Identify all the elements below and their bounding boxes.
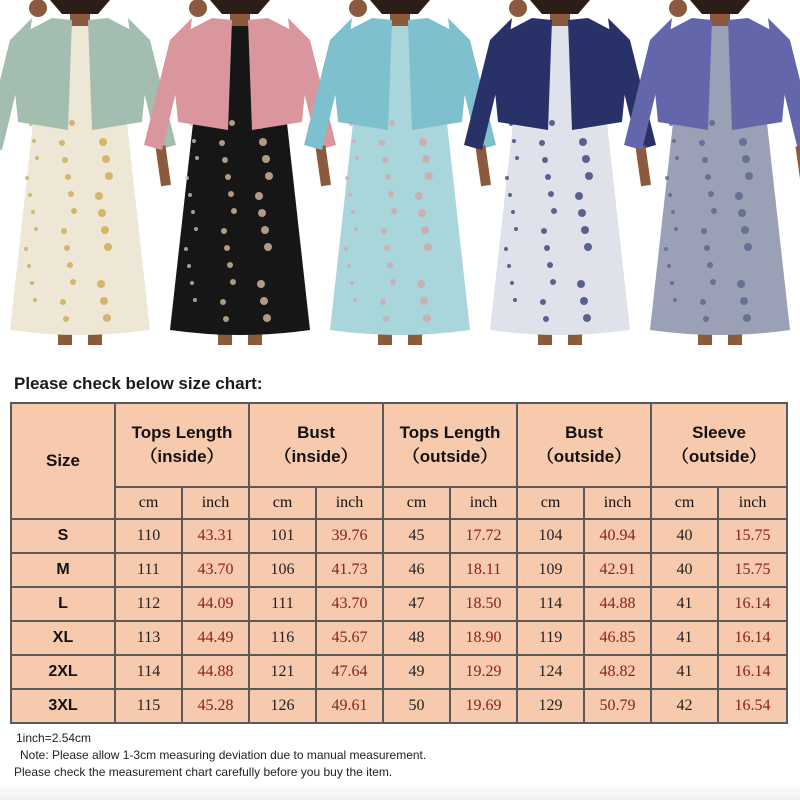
dress-print-dot bbox=[665, 176, 669, 180]
deviation-note: Note: Please allow 1-3cm measuring deviation due to manual measurement. bbox=[20, 748, 427, 762]
cm-value-cell: 112 bbox=[115, 587, 182, 621]
inch-value-cell: 16.14 bbox=[718, 621, 787, 655]
dress-print-dot bbox=[193, 298, 197, 302]
inch-value-cell: 40.94 bbox=[584, 519, 651, 553]
dress-print-dot bbox=[513, 298, 517, 302]
dress-print-dot bbox=[230, 279, 236, 285]
inch-value-cell: 45.28 bbox=[182, 689, 249, 723]
dress-print-dot bbox=[24, 247, 28, 251]
group-header-bust-outside bbox=[517, 403, 651, 487]
dress-print-dot bbox=[710, 279, 716, 285]
unit-header-cm: cm bbox=[651, 487, 718, 519]
cm-value-cell: 119 bbox=[517, 621, 584, 655]
dress-print-dot bbox=[100, 297, 108, 305]
dress-print-dot bbox=[187, 264, 191, 268]
cm-value-cell: 129 bbox=[517, 689, 584, 723]
dress-print-dot bbox=[511, 210, 515, 214]
dress-print-dot bbox=[514, 227, 518, 231]
dress-print-dot bbox=[265, 172, 273, 180]
size-label-cell: L bbox=[11, 587, 115, 621]
dress-print-dot bbox=[390, 279, 396, 285]
dress-print-dot bbox=[424, 243, 432, 251]
dress-print-dot bbox=[421, 226, 429, 234]
dress-print-dot bbox=[672, 139, 676, 143]
cm-value-cell: 49 bbox=[383, 655, 450, 689]
dress-print-dot bbox=[711, 208, 717, 214]
dress-print-dot bbox=[743, 314, 751, 322]
dress-print-dot bbox=[258, 209, 266, 217]
inch-value-cell: 39.76 bbox=[316, 519, 383, 553]
dress-print-dot bbox=[65, 174, 71, 180]
dress-print-dot bbox=[104, 243, 112, 251]
group-header-line1: Sleeve bbox=[692, 423, 746, 442]
dress-print-dot bbox=[260, 297, 268, 305]
dress-print-dot bbox=[702, 157, 708, 163]
inch-value-cell: 16.14 bbox=[718, 587, 787, 621]
group-header-line2: （outside） bbox=[536, 447, 632, 466]
unit-header-inch: inch bbox=[450, 487, 517, 519]
dress-print-dot bbox=[354, 227, 358, 231]
dress-print-dot bbox=[190, 281, 194, 285]
dress-print-dot bbox=[59, 140, 65, 146]
dress-print-dot bbox=[671, 210, 675, 214]
dress-print-dot bbox=[31, 210, 35, 214]
dress-print-dot bbox=[25, 176, 29, 180]
dress-print-dot bbox=[583, 314, 591, 322]
dress-print-dot bbox=[223, 316, 229, 322]
dress-print-dot bbox=[68, 191, 74, 197]
inch-value-cell: 50.79 bbox=[584, 689, 651, 723]
cm-value-cell: 41 bbox=[651, 621, 718, 655]
cm-value-cell: 116 bbox=[249, 621, 316, 655]
size-row bbox=[11, 655, 787, 689]
size-row bbox=[11, 689, 787, 723]
dress-print-dot bbox=[33, 298, 37, 302]
inch-value-cell: 49.61 bbox=[316, 689, 383, 723]
dress-print-dot bbox=[63, 316, 69, 322]
dress-print-dot bbox=[422, 155, 430, 163]
dress-print-dot bbox=[385, 174, 391, 180]
cm-value-cell: 48 bbox=[383, 621, 450, 655]
dress-print-dot bbox=[540, 299, 546, 305]
unit-header-inch: inch bbox=[584, 487, 651, 519]
dress-print-dot bbox=[264, 243, 272, 251]
cm-value-cell: 111 bbox=[249, 587, 316, 621]
group-header-line1: Tops Length bbox=[399, 423, 501, 442]
dress-print-dot bbox=[259, 138, 267, 146]
cm-value-cell: 111 bbox=[115, 553, 182, 587]
dress-print-dot bbox=[262, 155, 270, 163]
dress-print-dot bbox=[383, 316, 389, 322]
dress-print-dot bbox=[737, 280, 745, 288]
dress-print-dot bbox=[191, 210, 195, 214]
size-label-cell: M bbox=[11, 553, 115, 587]
group-header-tops-length-outside bbox=[383, 403, 517, 487]
group-header-line2: （outside） bbox=[671, 447, 767, 466]
dress-print-dot bbox=[382, 157, 388, 163]
cm-value-cell: 113 bbox=[115, 621, 182, 655]
dress-print-dot bbox=[194, 227, 198, 231]
group-header-line2: （inside） bbox=[140, 447, 224, 466]
inch-value-cell: 17.72 bbox=[450, 519, 517, 553]
dress-print-dot bbox=[738, 209, 746, 217]
dress-print-dot bbox=[225, 174, 231, 180]
check-note: Please check the measurement chart carefully before you buy the item. bbox=[14, 765, 393, 779]
unit-header-inch: inch bbox=[316, 487, 383, 519]
inch-value-cell: 48.82 bbox=[584, 655, 651, 689]
cm-value-cell: 110 bbox=[115, 519, 182, 553]
dress-print-dot bbox=[505, 176, 509, 180]
cm-value-cell: 45 bbox=[383, 519, 450, 553]
dress-print-dot bbox=[384, 245, 390, 251]
dress-print-dot bbox=[97, 280, 105, 288]
dress-print-dot bbox=[351, 210, 355, 214]
dress-print-dot bbox=[701, 228, 707, 234]
dress-print-dot bbox=[674, 227, 678, 231]
dress-print-dot bbox=[708, 191, 714, 197]
group-header-tops-length-inside bbox=[115, 403, 249, 487]
inch-value-cell: 43.70 bbox=[182, 553, 249, 587]
dress-print-dot bbox=[703, 316, 709, 322]
dress-print-dot bbox=[423, 314, 431, 322]
dress-print-dot bbox=[220, 299, 226, 305]
dress-print-dot bbox=[227, 262, 233, 268]
dress-print-dot bbox=[30, 281, 34, 285]
dress-print-dot bbox=[64, 245, 70, 251]
dress-print-dot bbox=[257, 280, 265, 288]
dress-print-dot bbox=[668, 193, 672, 197]
dress-print-dot bbox=[543, 316, 549, 322]
dress-print-dot bbox=[739, 138, 747, 146]
dress-print-dot bbox=[664, 247, 668, 251]
product-photos-svg bbox=[0, 0, 800, 345]
unit-header-cm: cm bbox=[383, 487, 450, 519]
dress-print-dot bbox=[515, 156, 519, 160]
dress-print-dot bbox=[60, 299, 66, 305]
dress-print-dot bbox=[542, 157, 548, 163]
group-header-sleeve-outside bbox=[651, 403, 787, 487]
size-row bbox=[11, 519, 787, 553]
size-row bbox=[11, 553, 787, 587]
inch-value-cell: 15.75 bbox=[718, 553, 787, 587]
dress-print-dot bbox=[353, 298, 357, 302]
unit-header-cm: cm bbox=[115, 487, 182, 519]
cm-value-cell: 104 bbox=[517, 519, 584, 553]
dress-print-dot bbox=[219, 140, 225, 146]
dress-print-dot bbox=[744, 243, 752, 251]
inch-value-cell: 43.70 bbox=[316, 587, 383, 621]
unit-header-cm: cm bbox=[249, 487, 316, 519]
cm-value-cell: 40 bbox=[651, 553, 718, 587]
size-chart-body bbox=[11, 519, 787, 723]
cm-value-cell: 41 bbox=[651, 655, 718, 689]
inch-value-cell: 44.88 bbox=[584, 587, 651, 621]
group-header-bust-inside bbox=[249, 403, 383, 487]
size-label-cell: 2XL bbox=[11, 655, 115, 689]
dress-print-dot bbox=[735, 192, 743, 200]
dress-print-dot bbox=[512, 139, 516, 143]
dress-print-dot bbox=[741, 226, 749, 234]
inch-value-cell: 46.85 bbox=[584, 621, 651, 655]
dress-print-dot bbox=[261, 226, 269, 234]
dress-print-dot bbox=[549, 120, 555, 126]
dress-print-dot bbox=[28, 193, 32, 197]
cm-value-cell: 115 bbox=[115, 689, 182, 723]
inch-value-cell: 44.88 bbox=[182, 655, 249, 689]
dress-print-dot bbox=[742, 155, 750, 163]
size-label-cell: S bbox=[11, 519, 115, 553]
dress-print-dot bbox=[355, 156, 359, 160]
group-header-line2: （inside） bbox=[274, 447, 358, 466]
inch-value-cell: 42.91 bbox=[584, 553, 651, 587]
dress-print-dot bbox=[344, 247, 348, 251]
dress-print-dot bbox=[195, 156, 199, 160]
cm-value-cell: 114 bbox=[517, 587, 584, 621]
inch-value-cell: 16.54 bbox=[718, 689, 787, 723]
dress-print-dot bbox=[228, 191, 234, 197]
dress-print-dot bbox=[379, 140, 385, 146]
dress-print-dot bbox=[541, 228, 547, 234]
dress-print-dot bbox=[709, 120, 715, 126]
dress-print-dot bbox=[380, 299, 386, 305]
inch-value-cell: 18.90 bbox=[450, 621, 517, 655]
size-row bbox=[11, 587, 787, 621]
inch-value-cell: 41.73 bbox=[316, 553, 383, 587]
size-label-cell: XL bbox=[11, 621, 115, 655]
dress-print-dot bbox=[27, 264, 31, 268]
dress-print-dot bbox=[71, 208, 77, 214]
size-chart-title: Please check below size chart: bbox=[14, 374, 263, 393]
inch-value-cell: 15.75 bbox=[718, 519, 787, 553]
dress-print-dot bbox=[103, 314, 111, 322]
dress-print-dot bbox=[510, 281, 514, 285]
bottom-fade-strip bbox=[0, 784, 800, 800]
dress-print-dot bbox=[350, 281, 354, 285]
dress-print-dot bbox=[185, 176, 189, 180]
dress-print-dot bbox=[101, 226, 109, 234]
unit-header-inch: inch bbox=[718, 487, 787, 519]
dress-print-dot bbox=[95, 192, 103, 200]
unit-header-cm: cm bbox=[517, 487, 584, 519]
dress-print-dot bbox=[345, 176, 349, 180]
dress-print-dot bbox=[707, 262, 713, 268]
dress-print-dot bbox=[99, 138, 107, 146]
size-chart-table bbox=[10, 402, 788, 724]
dress-print-dot bbox=[105, 172, 113, 180]
dress-print-dot bbox=[229, 120, 235, 126]
unit-header-inch: inch bbox=[182, 487, 249, 519]
cm-value-cell: 47 bbox=[383, 587, 450, 621]
dress-print-dot bbox=[575, 192, 583, 200]
dress-print-dot bbox=[578, 209, 586, 217]
dress-print-dot bbox=[673, 298, 677, 302]
dress-print-dot bbox=[584, 243, 592, 251]
dress-print-dot bbox=[585, 172, 593, 180]
dress-print-dot bbox=[581, 226, 589, 234]
dress-print-dot bbox=[415, 192, 423, 200]
dress-print-dot bbox=[577, 280, 585, 288]
dress-print-dot bbox=[391, 208, 397, 214]
dress-print-dot bbox=[352, 139, 356, 143]
dress-print-dot bbox=[188, 193, 192, 197]
dress-print-dot bbox=[544, 245, 550, 251]
dress-print-dot bbox=[545, 174, 551, 180]
cm-value-cell: 40 bbox=[651, 519, 718, 553]
cm-value-cell: 121 bbox=[249, 655, 316, 689]
inch-value-cell: 16.14 bbox=[718, 655, 787, 689]
inch-value-cell: 18.11 bbox=[450, 553, 517, 587]
dress-print-dot bbox=[551, 208, 557, 214]
inch-value-cell: 44.49 bbox=[182, 621, 249, 655]
dress-print-dot bbox=[192, 139, 196, 143]
dress-print-dot bbox=[67, 262, 73, 268]
cm-value-cell: 124 bbox=[517, 655, 584, 689]
dress-print-dot bbox=[504, 247, 508, 251]
dress-print-dot bbox=[222, 157, 228, 163]
dress-print-dot bbox=[62, 157, 68, 163]
dress-print-dot bbox=[700, 299, 706, 305]
dress-print-dot bbox=[221, 228, 227, 234]
dress-print-dot bbox=[184, 247, 188, 251]
cm-value-cell: 106 bbox=[249, 553, 316, 587]
dress-print-dot bbox=[388, 191, 394, 197]
dress-print-dot bbox=[102, 155, 110, 163]
dress-print-dot bbox=[580, 297, 588, 305]
group-header-line1: Tops Length bbox=[131, 423, 233, 442]
cm-value-cell: 126 bbox=[249, 689, 316, 723]
dress-print-dot bbox=[740, 297, 748, 305]
dress-print-dot bbox=[420, 297, 428, 305]
dress-print-dot bbox=[579, 138, 587, 146]
dress-print-dot bbox=[387, 262, 393, 268]
dress-print-dot bbox=[263, 314, 271, 322]
dress-print-dot bbox=[32, 139, 36, 143]
dress-print-dot bbox=[539, 140, 545, 146]
dress-print-dot bbox=[705, 174, 711, 180]
dress-print-dot bbox=[419, 138, 427, 146]
size-column-header: Size bbox=[11, 403, 115, 519]
dress-print-dot bbox=[98, 209, 106, 217]
dress-print-dot bbox=[35, 156, 39, 160]
dress-print-dot bbox=[704, 245, 710, 251]
cm-value-cell: 42 bbox=[651, 689, 718, 723]
dress-print-dot bbox=[425, 172, 433, 180]
inch-value-cell: 47.64 bbox=[316, 655, 383, 689]
dress-print-dot bbox=[224, 245, 230, 251]
dress-print-dot bbox=[347, 264, 351, 268]
dress-print-dot bbox=[348, 193, 352, 197]
dress-print-dot bbox=[582, 155, 590, 163]
dress-print-dot bbox=[418, 209, 426, 217]
dress-print-dot bbox=[547, 262, 553, 268]
dress-print-dot bbox=[548, 191, 554, 197]
dress-print-dot bbox=[670, 281, 674, 285]
inch-value-cell: 18.50 bbox=[450, 587, 517, 621]
conversion-note: 1inch=2.54cm bbox=[16, 731, 92, 745]
inch-value-cell: 45.67 bbox=[316, 621, 383, 655]
product-photo-strip bbox=[0, 0, 800, 345]
dress-print-dot bbox=[745, 172, 753, 180]
cm-value-cell: 101 bbox=[249, 519, 316, 553]
dress-print-dot bbox=[34, 227, 38, 231]
inch-value-cell: 19.29 bbox=[450, 655, 517, 689]
dress-print-dot bbox=[507, 264, 511, 268]
cm-value-cell: 46 bbox=[383, 553, 450, 587]
dress-print-dot bbox=[667, 264, 671, 268]
cm-value-cell: 50 bbox=[383, 689, 450, 723]
dress-print-dot bbox=[381, 228, 387, 234]
group-header-line1: Bust bbox=[565, 423, 603, 442]
inch-value-cell: 44.09 bbox=[182, 587, 249, 621]
group-header-line1: Bust bbox=[297, 423, 335, 442]
dress-print-dot bbox=[69, 120, 75, 126]
dress-print-dot bbox=[417, 280, 425, 288]
group-header-line2: （outside） bbox=[402, 447, 498, 466]
dress-print-dot bbox=[675, 156, 679, 160]
notes-block bbox=[16, 730, 426, 781]
cm-value-cell: 114 bbox=[115, 655, 182, 689]
dress-print-dot bbox=[699, 140, 705, 146]
dress-print-dot bbox=[61, 228, 67, 234]
size-label-cell: 3XL bbox=[11, 689, 115, 723]
dress-print-dot bbox=[550, 279, 556, 285]
cm-value-cell: 109 bbox=[517, 553, 584, 587]
cm-value-cell: 41 bbox=[651, 587, 718, 621]
inch-value-cell: 43.31 bbox=[182, 519, 249, 553]
size-row bbox=[11, 621, 787, 655]
dress-print-dot bbox=[389, 120, 395, 126]
dress-print-dot bbox=[231, 208, 237, 214]
dress-print-dot bbox=[508, 193, 512, 197]
dress-print-dot bbox=[70, 279, 76, 285]
dress-print-dot bbox=[255, 192, 263, 200]
inch-value-cell: 19.69 bbox=[450, 689, 517, 723]
